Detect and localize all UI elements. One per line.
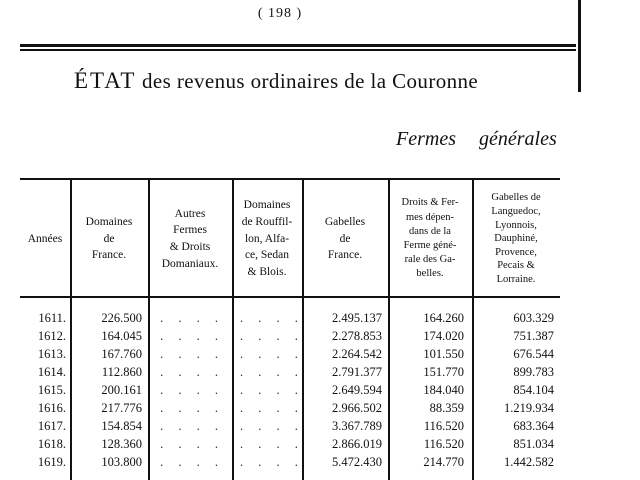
cell-autres: . . . . bbox=[160, 455, 224, 469]
cell-domaines: 103.800 bbox=[101, 455, 142, 469]
header-droits bbox=[388, 184, 472, 294]
top-rule-thin bbox=[20, 49, 576, 51]
cell-gabelles-france: 2.866.019 bbox=[332, 437, 382, 451]
header-line: France. bbox=[327, 249, 363, 262]
cell-autres: . . . . bbox=[160, 365, 224, 379]
header-line: Gabelles bbox=[324, 215, 366, 228]
cell-droits: 184.040 bbox=[423, 383, 464, 397]
cell-roussillon: . . . . bbox=[240, 437, 304, 451]
cell-autres: . . . . bbox=[160, 311, 224, 325]
header-line: dans de la bbox=[408, 225, 451, 237]
cell-gabelles-languedoc: 851.034 bbox=[513, 437, 554, 451]
header-line: Droits & Fer- bbox=[401, 197, 459, 209]
cell-gabelles-languedoc: 1.442.582 bbox=[504, 455, 554, 469]
header-line: de bbox=[103, 232, 115, 245]
header-line: lon, Alfa- bbox=[244, 232, 290, 245]
cell-gabelles-france: 2.966.502 bbox=[332, 401, 382, 415]
table-top-rule bbox=[20, 178, 560, 180]
cell-droits: 116.520 bbox=[423, 437, 464, 451]
cell-gabelles-france: 5.472.430 bbox=[332, 455, 382, 469]
cell-gabelles-france: 3.367.789 bbox=[332, 419, 382, 433]
header-line: Fermes bbox=[173, 224, 207, 237]
cell-roussillon: . . . . bbox=[240, 455, 304, 469]
top-rule bbox=[20, 44, 576, 47]
cell-droits: 88.359 bbox=[429, 401, 464, 415]
table-row bbox=[20, 383, 560, 401]
cell-annee: 1613. bbox=[37, 347, 66, 361]
cell-annee: 1618. bbox=[37, 437, 66, 451]
header-line: mes dépen- bbox=[405, 211, 455, 223]
cell-roussillon: . . . . bbox=[240, 329, 304, 343]
header-line: Domaines bbox=[85, 215, 133, 228]
cell-annee: 1617. bbox=[37, 419, 66, 433]
header-line: Provence, bbox=[495, 246, 537, 258]
cell-domaines: 217.776 bbox=[101, 401, 142, 415]
table-row bbox=[20, 329, 560, 347]
header-line: & Droits bbox=[169, 241, 211, 253]
cell-droits: 116.520 bbox=[423, 419, 464, 433]
cell-gabelles-languedoc: 854.104 bbox=[513, 383, 554, 397]
cell-gabelles-languedoc: 751.387 bbox=[513, 329, 554, 343]
header-autres bbox=[148, 184, 232, 294]
cell-gabelles-france: 2.278.853 bbox=[332, 329, 382, 343]
header-roussillon bbox=[232, 184, 302, 294]
cell-annee: 1611. bbox=[38, 311, 66, 325]
header-gabelles-france bbox=[302, 184, 388, 294]
cell-droits: 214.770 bbox=[423, 455, 464, 469]
header-line: Dauphiné, bbox=[494, 233, 538, 245]
header-line: de Rouffil- bbox=[241, 215, 293, 228]
cell-domaines: 154.854 bbox=[101, 419, 142, 433]
header-line: ce, Sedan bbox=[244, 249, 290, 262]
header-line: Lyonnois, bbox=[495, 219, 537, 231]
header-line: rale des Ga- bbox=[404, 254, 456, 266]
header-line: & Blois. bbox=[247, 266, 287, 278]
cell-droits: 101.550 bbox=[423, 347, 464, 361]
cell-autres: . . . . bbox=[160, 419, 224, 433]
header-line: Gabelles de bbox=[491, 192, 541, 204]
header-line: Languedoc, bbox=[491, 205, 541, 217]
cell-roussillon: . . . . bbox=[240, 401, 304, 415]
header-line: Lorraine. bbox=[496, 274, 536, 286]
cell-gabelles-languedoc: 603.329 bbox=[513, 311, 554, 325]
cell-autres: . . . . bbox=[160, 401, 224, 415]
title-lead: ÉTAT bbox=[74, 68, 137, 93]
header-domaines bbox=[70, 184, 148, 294]
cell-gabelles-languedoc: 683.364 bbox=[513, 419, 554, 433]
cell-roussillon: . . . . bbox=[240, 419, 304, 433]
table-row bbox=[20, 437, 560, 455]
header-gabelles-languedoc bbox=[472, 184, 560, 294]
title-rest: des revenus ordinaires de la Couronne bbox=[142, 69, 479, 93]
header-line: Ferme géné- bbox=[403, 240, 457, 251]
table-row bbox=[20, 455, 560, 473]
cell-gabelles-france: 2.264.542 bbox=[332, 347, 382, 361]
cell-domaines: 128.360 bbox=[101, 437, 142, 451]
table-row bbox=[20, 419, 560, 437]
cell-gabelles-languedoc: 676.544 bbox=[513, 347, 554, 361]
header-line: Domaniaux. bbox=[161, 257, 219, 270]
cell-annee: 1612. bbox=[37, 329, 66, 343]
section-subtitle: Fermes générales bbox=[396, 128, 557, 150]
header-line: belles. bbox=[416, 268, 444, 280]
cell-annee: 1616. bbox=[37, 401, 66, 415]
cell-annee: 1614. bbox=[37, 365, 66, 379]
cell-droits: 151.770 bbox=[423, 365, 464, 379]
cell-domaines: 112.860 bbox=[101, 365, 142, 379]
header-line: Années bbox=[27, 232, 63, 245]
cell-droits: 174.020 bbox=[423, 329, 464, 343]
cell-autres: . . . . bbox=[160, 383, 224, 397]
header-line: Pecais & bbox=[497, 260, 535, 272]
table-row bbox=[20, 401, 560, 419]
cell-roussillon: . . . . bbox=[240, 383, 304, 397]
cell-roussillon: . . . . bbox=[240, 347, 304, 361]
page-title bbox=[74, 68, 478, 94]
header-annees bbox=[20, 184, 70, 294]
cell-domaines: 226.500 bbox=[101, 311, 142, 325]
page-number: ( 198 ) bbox=[257, 6, 303, 21]
cell-gabelles-languedoc: 899.783 bbox=[513, 365, 554, 379]
cell-annee: 1615. bbox=[37, 383, 66, 397]
cell-autres: . . . . bbox=[160, 437, 224, 451]
cell-autres: . . . . bbox=[160, 347, 224, 361]
header-line: Domaines bbox=[243, 199, 291, 212]
header-line: de bbox=[339, 232, 351, 245]
cell-gabelles-languedoc: 1.219.934 bbox=[504, 401, 554, 415]
cell-roussillon: . . . . bbox=[240, 365, 304, 379]
cell-domaines: 164.045 bbox=[101, 329, 142, 343]
cell-autres: . . . . bbox=[160, 329, 224, 343]
header-line: France. bbox=[91, 249, 127, 262]
cell-gabelles-france: 2.495.137 bbox=[332, 311, 382, 325]
page-edge-bar bbox=[578, 0, 581, 92]
cell-gabelles-france: 2.649.594 bbox=[332, 383, 382, 397]
table-row bbox=[20, 365, 560, 383]
header-rule bbox=[20, 296, 560, 298]
cell-domaines: 200.161 bbox=[101, 383, 142, 397]
cell-domaines: 167.760 bbox=[101, 347, 142, 361]
cell-annee: 1619. bbox=[37, 455, 66, 469]
table-row bbox=[20, 311, 560, 329]
table-row bbox=[20, 347, 560, 365]
header-line: Autres bbox=[174, 207, 206, 220]
cell-gabelles-france: 2.791.377 bbox=[332, 365, 382, 379]
cell-roussillon: . . . . bbox=[240, 311, 304, 325]
cell-droits: 164.260 bbox=[423, 311, 464, 325]
revenue-table bbox=[20, 178, 560, 480]
